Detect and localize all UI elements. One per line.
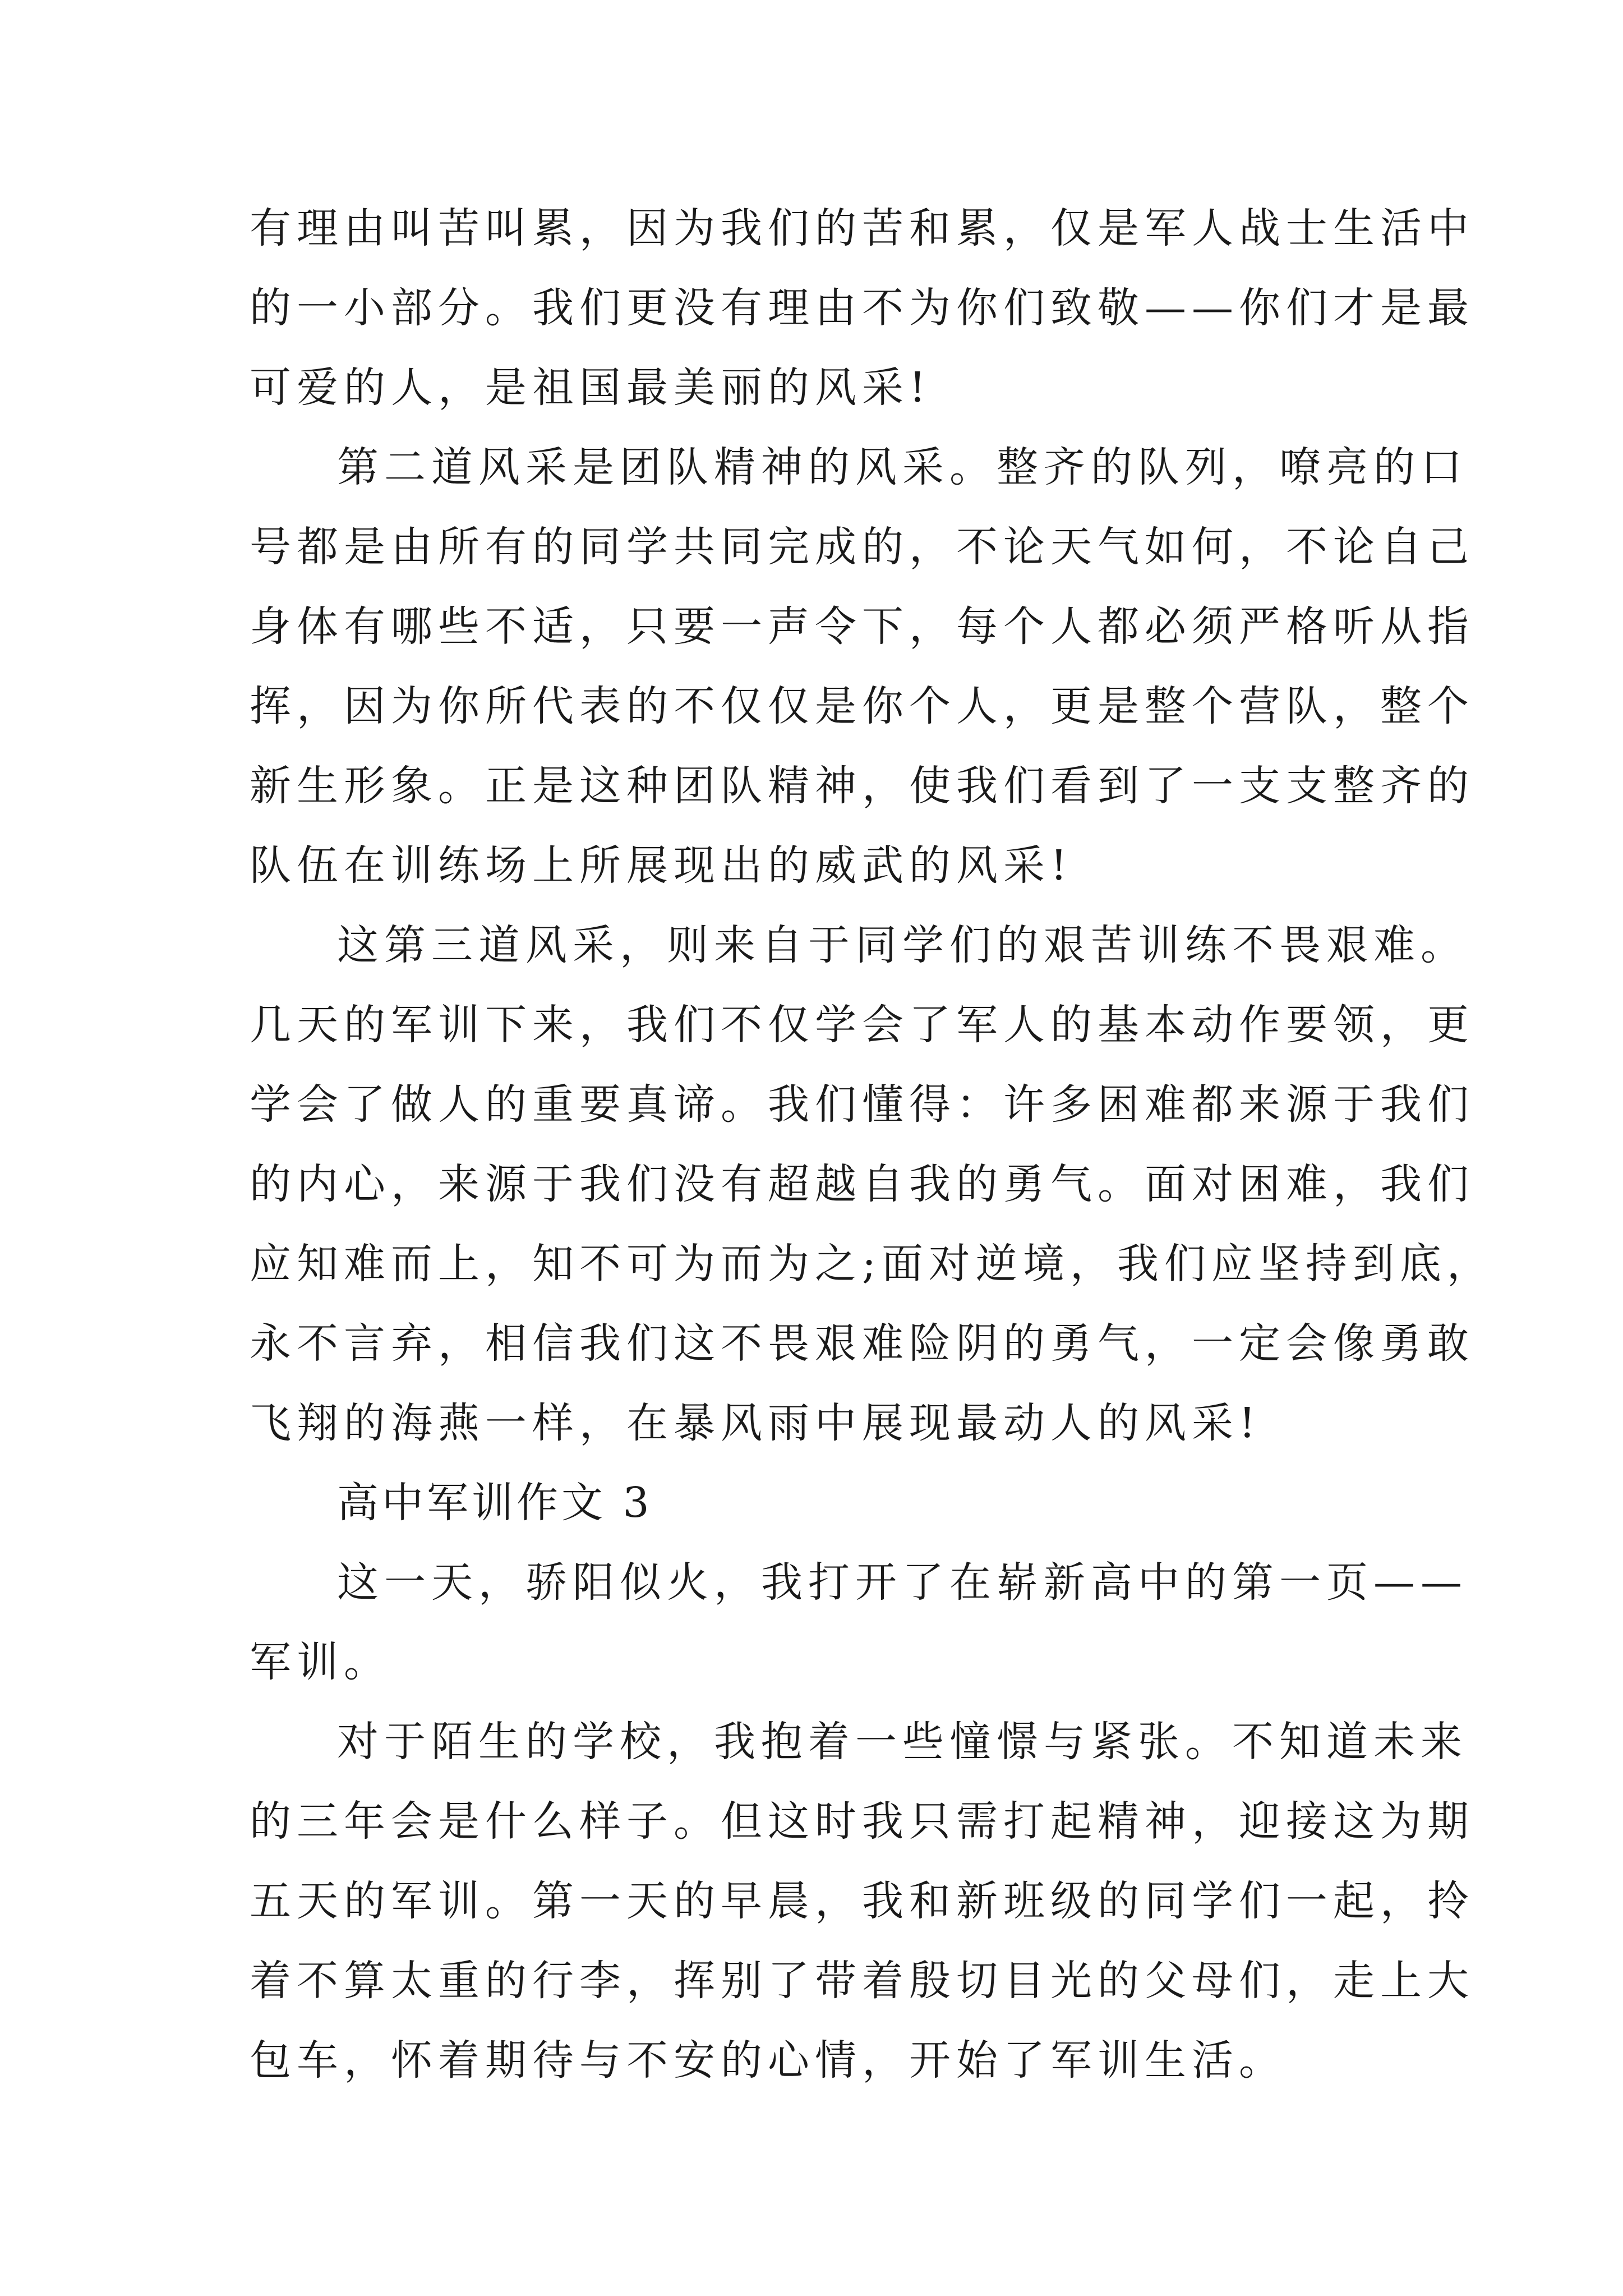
text-line: 的内心，来源于我们没有超越自我的勇气。面对困难，我们 — [250, 1160, 1474, 1208]
text-line: 队伍在训练场上所展现出的威武的风采! — [250, 841, 1073, 890]
text-line: 学会了做人的重要真谛。我们懂得：许多困难都来源于我们 — [250, 1080, 1474, 1129]
paragraph-start-line: 第二道风采是团队精神的风采。整齐的队列，嘹亮的口 — [337, 443, 1468, 491]
text-line: 军训。 — [250, 1638, 391, 1686]
text-line: 着不算太重的行李，挥别了带着殷切目光的父母们，走上大 — [250, 1957, 1474, 2005]
text-line: 飞翔的海燕一样，在暴风雨中展现最动人的风采! — [250, 1399, 1261, 1447]
document-body — [250, 204, 1494, 2119]
text-line: 身体有哪些不适，只要一声令下，每个人都必须严格听从指 — [250, 602, 1474, 651]
text-line: 的一小部分。我们更没有理由不为你们致敬——你们才是最 — [250, 284, 1474, 332]
paragraph-start-line: 对于陌生的学校，我抱着一些憧憬与紧张。不知道未来 — [337, 1718, 1468, 1766]
text-line: 新生形象。正是这种团队精神，使我们看到了一支支整齐的 — [250, 762, 1474, 810]
text-line: 挥，因为你所代表的不仅仅是你个人，更是整个营队，整个 — [250, 682, 1474, 730]
section-title: 高中军训作文 3 — [337, 1479, 653, 1527]
text-line: 几天的军训下来，我们不仅学会了军人的基本动作要领，更 — [250, 1001, 1474, 1049]
text-line: 应知难而上，知不可为而为之;面对逆境，我们应坚持到底， — [250, 1240, 1494, 1288]
text-line: 永不言弃，相信我们这不畏艰难险阴的勇气，一定会像勇敢 — [250, 1319, 1474, 1368]
paragraph-start-line: 这一天，骄阳似火，我打开了在崭新高中的第一页—— — [337, 1558, 1468, 1607]
text-line: 五天的军训。第一天的早晨，我和新班级的同学们一起，拎 — [250, 1877, 1474, 1925]
paragraph-start-line: 这第三道风采，则来自于同学们的艰苦训练不畏艰难。 — [337, 921, 1468, 969]
text-line: 可爱的人，是祖国最美丽的风采! — [250, 364, 932, 412]
text-line: 有理由叫苦叫累，因为我们的苦和累，仅是军人战士生活中 — [250, 204, 1474, 252]
text-line: 包车，怀着期待与不安的心情，开始了军训生活。 — [250, 2036, 1286, 2085]
text-line: 的三年会是什么样子。但这时我只需打起精神，迎接这为期 — [250, 1797, 1474, 1846]
text-line: 号都是由所有的同学共同完成的，不论天气如何，不论自己 — [250, 523, 1474, 571]
